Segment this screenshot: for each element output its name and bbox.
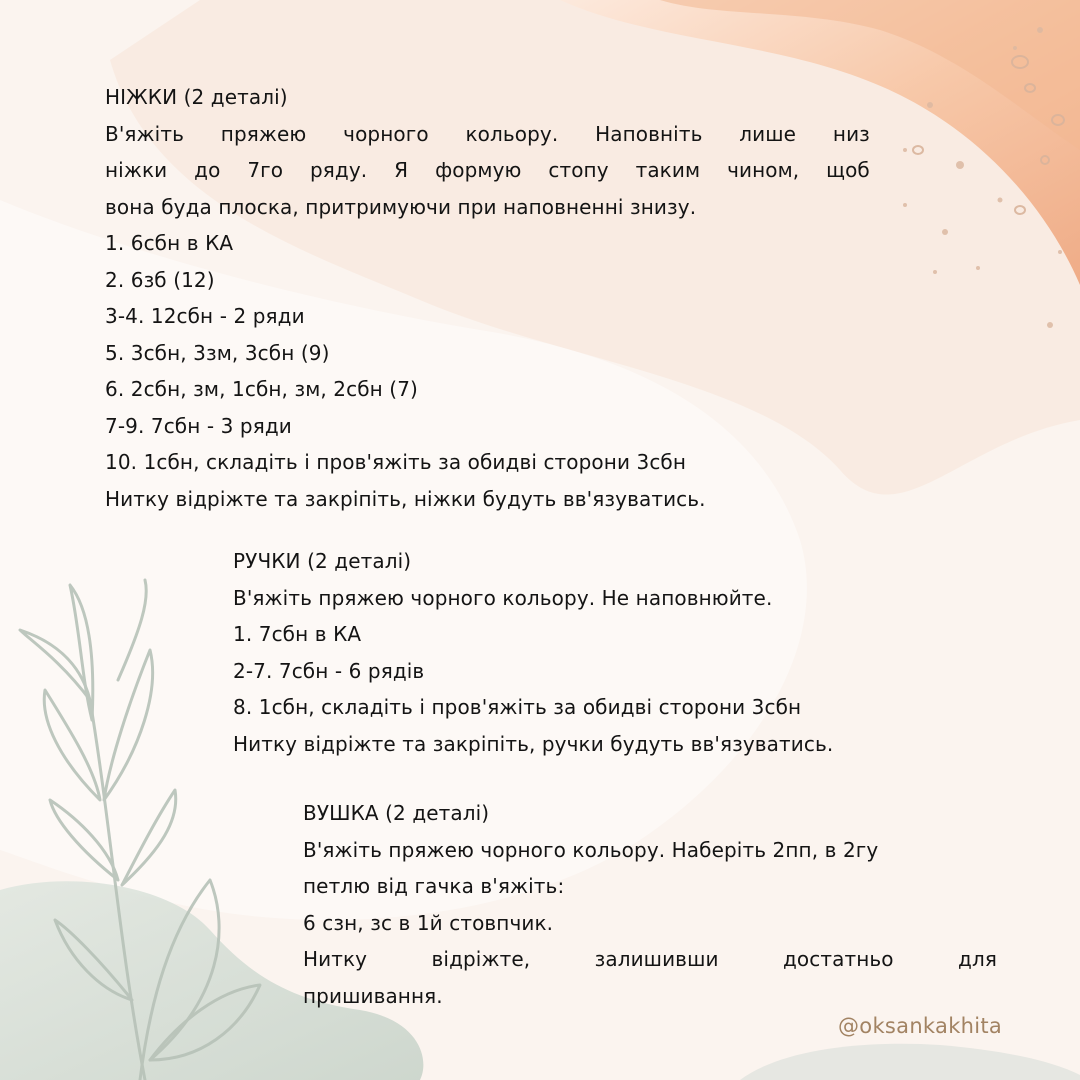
legs-intro-line-1: В'яжіть пряжею чорного кольору. Наповніть лише низ: [105, 121, 870, 146]
legs-row-5: 6. 2сбн, зм, 1сбн, зм, 2сбн (7): [105, 377, 418, 401]
legs-title: НІЖКИ (2 деталі): [105, 85, 288, 109]
legs-row-4: 5. 3сбн, 3зм, 3сбн (9): [105, 340, 330, 365]
ears-row-2: петлю від гачка в'яжіть:: [303, 874, 565, 898]
arms-row-3: 8. 1сбн, складіть і пров'яжіть за обидві сторони 3сбн: [233, 695, 802, 719]
legs-row-3: 3-4. 12сбн - 2 ряди: [105, 304, 305, 328]
ears-row-1: В'яжіть пряжею чорного кольору. Наберіть 2пп, в 2гу: [303, 837, 879, 862]
legs-row-1: 1. 6сбн в КА: [105, 231, 234, 255]
arms-title: РУЧКИ (2 деталі): [233, 549, 412, 573]
arms-section: [233, 543, 933, 762]
legs-row-7: 10. 1сбн, складіть і пров'яжіть за обидві сторони 3сбн: [105, 450, 687, 474]
legs-finish-note: Нитку відріжте та закріпіть, ніжки будуть вв'язуватись.: [105, 486, 706, 511]
arms-row-2: 2-7. 7сбн - 6 рядів: [233, 658, 425, 683]
ears-section: [303, 795, 997, 1014]
arms-row-1: 1. 7сбн в КА: [233, 622, 362, 646]
arms-intro: В'яжіть пряжею чорного кольору. Не наповнюйте.: [233, 585, 773, 610]
legs-intro-line-3: вона буда плоска, притримуючи при наповненні знизу.: [105, 194, 697, 219]
ears-row-3: 6 сзн, зс в 1й стовпчик.: [303, 910, 554, 935]
ears-title: ВУШКА (2 деталі): [303, 801, 490, 825]
legs-section: [105, 79, 870, 517]
legs-intro-line-2: ніжки до 7го ряду. Я формую стопу таким чином, щоб: [105, 158, 870, 182]
author-signature: @oksankakhita: [838, 1014, 1003, 1038]
legs-row-2: 2. 6зб (12): [105, 267, 215, 292]
ears-finish-last: пришивання.: [303, 983, 443, 1008]
legs-row-6: 7-9. 7сбн - 3 ряди: [105, 413, 292, 438]
ears-finish-line: Нитку відріжте, залишивши достатньо для: [303, 947, 997, 971]
arms-finish-note: Нитку відріжте та закріпіть, ручки будуть вв'язуватись.: [233, 731, 834, 756]
